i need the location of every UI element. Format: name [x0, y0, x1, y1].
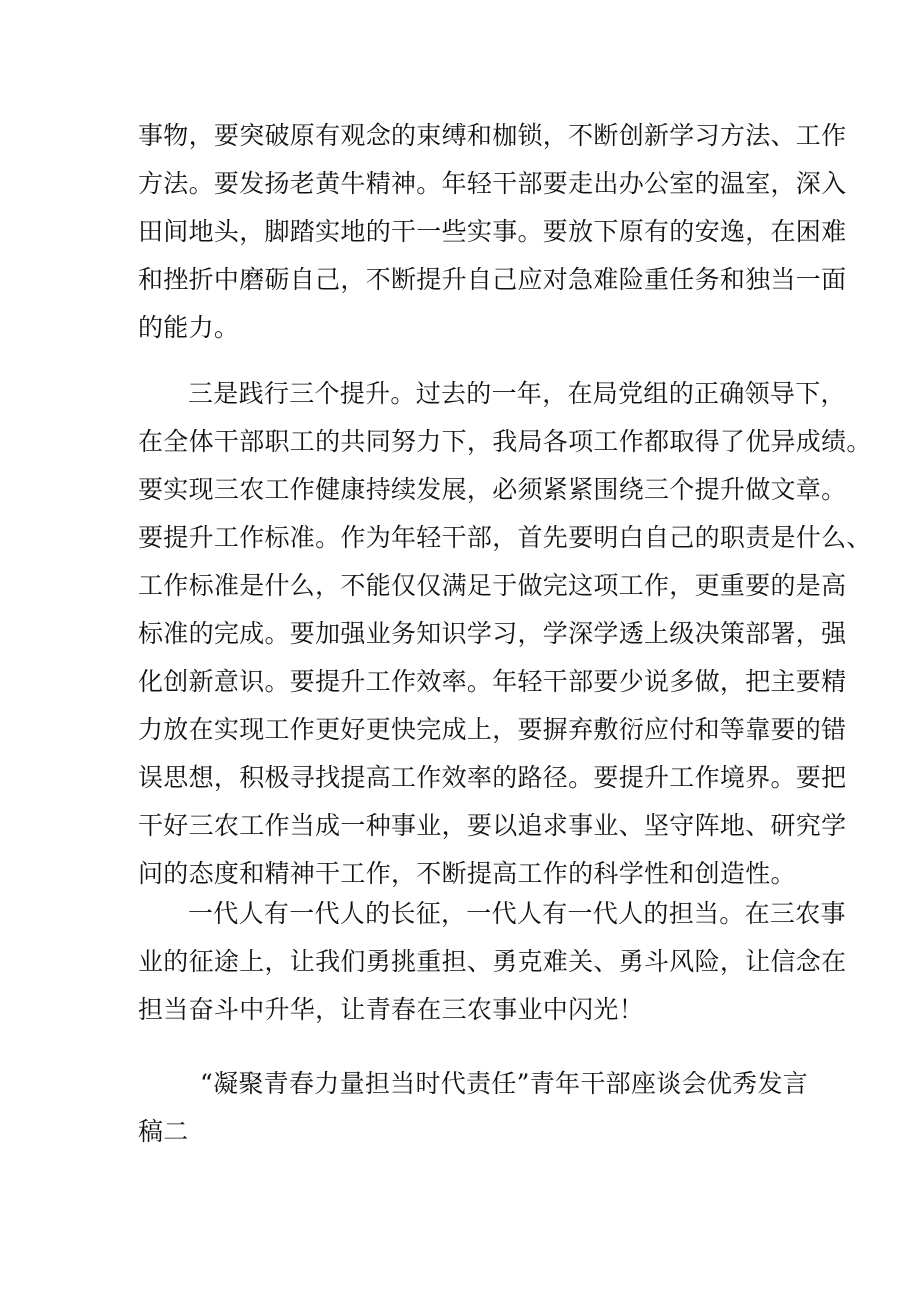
text-line: 和挫折中磨砺自己，不断提升自己应对急难险重任务和独当一面 — [138, 265, 847, 294]
text-line: 一代人有一代人的长征，一代人有一代人的担当。在三农事 — [188, 899, 846, 928]
paragraph-continuation — [138, 112, 847, 352]
text-line: “凝聚青春力量担当时代责任”青年干部座谈会优秀发言 — [200, 1069, 809, 1098]
text-line: 三是践行三个提升。过去的一年，在局党组的正确领导下， — [188, 379, 846, 408]
text-line: 在全体干部职工的共同努力下，我局各项工作都取得了优异成绩。 — [138, 427, 872, 456]
paragraph-three-improvements — [138, 370, 872, 898]
text-line: 标准的完成。要加强业务知识学习，学深学透上级决策部署，强 — [138, 619, 847, 648]
text-line: 工作标准是什么，不能仅仅满足于做完这项工作，更重要的是高 — [138, 571, 847, 600]
text-line: 方法。要发扬老黄牛精神。年轻干部要走出办公室的温室，深入 — [138, 169, 847, 198]
text-line: 稿二 — [138, 1117, 189, 1146]
text-line: 化创新意识。要提升工作效率。年轻干部要少说多做，把主要精 — [138, 667, 847, 696]
text-line: 误思想，积极寻找提高工作效率的路径。要提升工作境界。要把 — [138, 763, 847, 792]
text-line: 要提升工作标准。作为年轻干部，首先要明白自己的职责是什么、 — [138, 523, 872, 552]
text-line: 业的征途上，让我们勇挑重担、勇克难关、勇斗风险，让信念在 — [138, 947, 847, 976]
text-line: 干好三农工作当成一种事业，要以追求事业、坚守阵地、研究学 — [138, 811, 847, 840]
paragraph-closing — [138, 890, 847, 1034]
text-line: 担当奋斗中升华，让青春在三农事业中闪光！ — [138, 995, 645, 1024]
text-line: 田间地头，脚踏实地的干一些实事。要放下原有的安逸，在困难 — [138, 217, 847, 246]
section-title — [138, 1060, 809, 1156]
text-line: 力放在实现工作更好更快完成上，要摒弃敷衍应付和等靠要的错 — [138, 715, 847, 744]
text-line: 事物，要突破原有观念的束缚和枷锁，不断创新学习方法、工作 — [138, 121, 847, 150]
text-line: 的能力。 — [138, 313, 240, 342]
text-line: 要实现三农工作健康持续发展，必须紧紧围绕三个提升做文章。 — [138, 475, 847, 504]
text-line: 问的态度和精神干工作，不断提高工作的科学性和创造性。 — [138, 859, 796, 888]
